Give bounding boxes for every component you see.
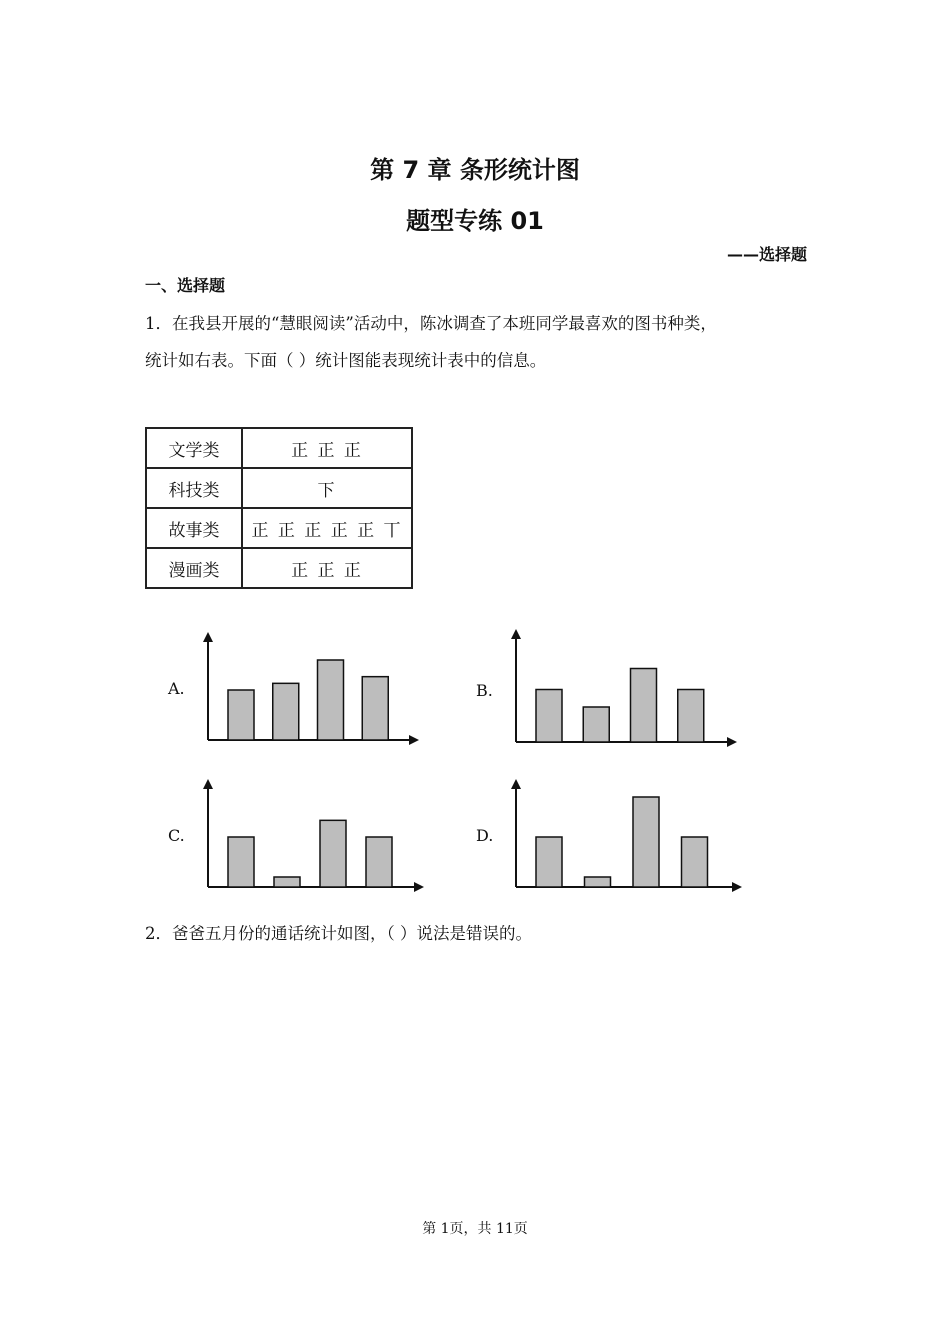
option-label: A. <box>168 679 185 698</box>
option-label: B. <box>476 681 493 700</box>
bar <box>362 677 388 740</box>
bar <box>682 837 708 887</box>
option-c-chart <box>160 775 430 895</box>
tally-cell: 正 正 正 <box>242 428 412 468</box>
category-cell: 故事类 <box>146 508 242 548</box>
option-label: C. <box>168 826 185 845</box>
y-axis-arrow-icon <box>203 779 213 789</box>
category-cell: 漫画类 <box>146 548 242 588</box>
question-type-note: ——选择题 <box>726 245 807 264</box>
bar <box>318 660 344 740</box>
question1-line1: 1．在我县开展的“慧眼阅读”活动中，陈冰调查了本班同学最喜欢的图书种类， <box>145 314 717 333</box>
tally-cell: 正 正 正 正 正 丅 <box>242 508 412 548</box>
category-cell: 文学类 <box>146 428 242 468</box>
bar <box>678 690 704 743</box>
y-axis-arrow-icon <box>511 779 521 789</box>
bar <box>320 820 346 887</box>
bar <box>366 837 392 887</box>
section-heading: 一、选择题 <box>145 276 226 295</box>
y-axis-arrow-icon <box>511 629 521 639</box>
bar <box>273 683 299 740</box>
x-axis-arrow-icon <box>409 735 419 745</box>
question1-line2: 统计如右表。下面（ ）统计图能表现统计表中的信息。 <box>145 351 547 370</box>
table-row <box>146 508 412 548</box>
exercise-subtitle: 题型专练 01 <box>406 207 544 235</box>
table-row <box>146 468 412 508</box>
table-row <box>146 548 412 588</box>
bar <box>583 707 609 742</box>
option-a-chart <box>160 628 425 748</box>
category-cell: 科技类 <box>146 468 242 508</box>
y-axis-arrow-icon <box>203 632 213 642</box>
bar <box>631 669 657 743</box>
bar <box>536 690 562 743</box>
page-footer: 第 1页，共 11页 <box>422 1221 528 1237</box>
bar <box>585 877 611 887</box>
tally-table <box>145 427 413 589</box>
bar <box>536 837 562 887</box>
bar <box>274 877 300 887</box>
bar <box>633 797 659 887</box>
question2-text: 2．爸爸五月份的通话统计如图，（ ）说法是错误的。 <box>145 924 532 943</box>
tally-cell: 下 <box>242 468 412 508</box>
x-axis-arrow-icon <box>727 737 737 747</box>
bar <box>228 690 254 740</box>
option-label: D. <box>476 826 494 845</box>
table-row <box>146 428 412 468</box>
bar <box>228 837 254 887</box>
chapter-title: 第 7 章 条形统计图 <box>370 156 580 184</box>
option-b-chart <box>468 625 743 750</box>
option-d-chart <box>468 775 748 895</box>
x-axis-arrow-icon <box>414 882 424 892</box>
tally-cell: 正 正 正 <box>242 548 412 588</box>
x-axis-arrow-icon <box>732 882 742 892</box>
